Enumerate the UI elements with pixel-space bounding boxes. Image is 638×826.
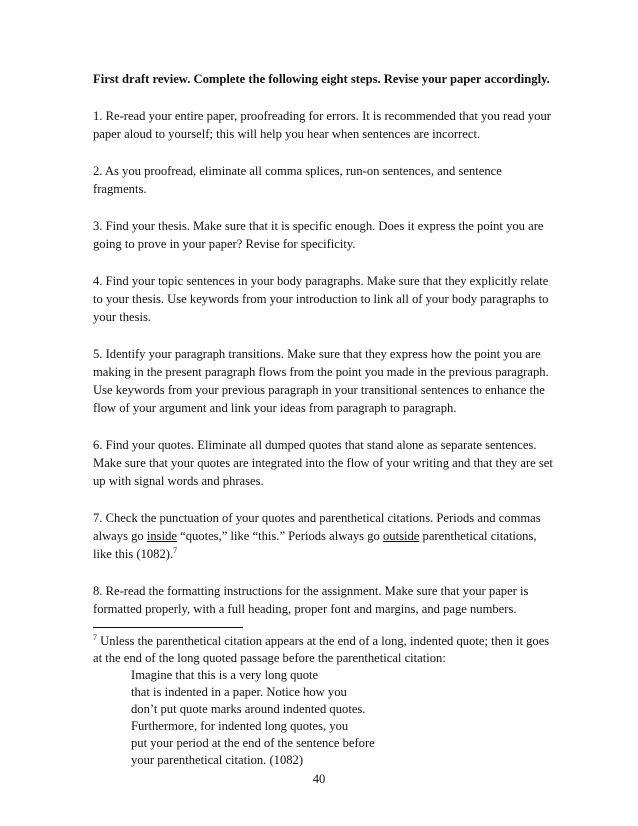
instructions-body — [93, 70, 553, 637]
step-2: 2. As you proofread, eliminate all comma splices, run-on sentences, and sentence fragments. — [93, 164, 502, 196]
footnote-block-quote — [131, 667, 553, 769]
page-number: 40 — [312, 772, 326, 786]
footnote-text — [93, 633, 553, 667]
quote-line: Furthermore, for indented long quotes, you — [131, 719, 349, 733]
step-7-inside: inside — [146, 529, 177, 543]
step-7 — [93, 509, 553, 563]
step-8: 8. Re-read the formatting instructions for the assignment. Make sure that your paper is formatted properly, with a full heading, proper font and margins, and page numbers. — [93, 584, 529, 616]
step-7-text-a: 7. Check the punctuation of your quotes and parenthetical citations. Periods and commas always go — [93, 511, 541, 543]
quote-line: put your period at the end of the sentence before — [131, 736, 375, 750]
footnote — [93, 633, 553, 769]
step-3: 3. Find your thesis. Make sure that it is specific enough. Does it express the point you are going to prove in your paper? Revise for specificity. — [93, 219, 544, 251]
footnote-reference: 7 — [173, 545, 178, 555]
quote-line: your parenthetical citation. (1082) — [131, 753, 304, 767]
step-7-text-b: “quotes,” like “this.” Periods always go — [176, 529, 383, 543]
footnote-separator — [93, 627, 243, 628]
quote-line: don’t put quote marks around indented quotes. — [131, 702, 366, 716]
step-4: 4. Find your topic sentences in your body paragraphs. Make sure that they explicitly relate to your thesis. Use keywords from your introduction to link all of your body paragraphs to your thesis. — [93, 274, 549, 324]
step-7-text-c: parenthetical citations, like this (1082). — [93, 529, 537, 561]
footnote-body: Unless the parenthetical citation appears at the end of a long, indented quote; then it goes at the end of the long quoted passage before the parenthetical citation: — [93, 634, 550, 665]
instructions-heading: First draft review. Complete the following eight steps. Revise your paper accordingly. — [93, 72, 550, 86]
step-6: 6. Find your quotes. Eliminate all dumped quotes that stand alone as separate sentences. Make sure that your quotes are integrated into the flow of your writing and that they are set up with signal words and phrases. — [93, 438, 553, 488]
footnote-marker: 7 — [93, 632, 97, 642]
step-7-outside: outside — [382, 529, 420, 543]
quote-line: that is indented in a paper. Notice how you — [131, 685, 347, 699]
step-5: 5. Identify your paragraph transitions. Make sure that they express how the point you are making in the present paragraph flows from the point you made in the previous paragraph. Use keywords from your previous paragraph in your transitional sentences to enhance the flow of your argument and link your ideas from paragraph to paragraph. — [93, 347, 549, 415]
quote-line: Imagine that this is a very long quote — [131, 668, 319, 682]
step-1: 1. Re-read your entire paper, proofreading for errors. It is recommended that you read your paper aloud to yourself; this will help you hear when sentences are incorrect. — [93, 109, 551, 141]
